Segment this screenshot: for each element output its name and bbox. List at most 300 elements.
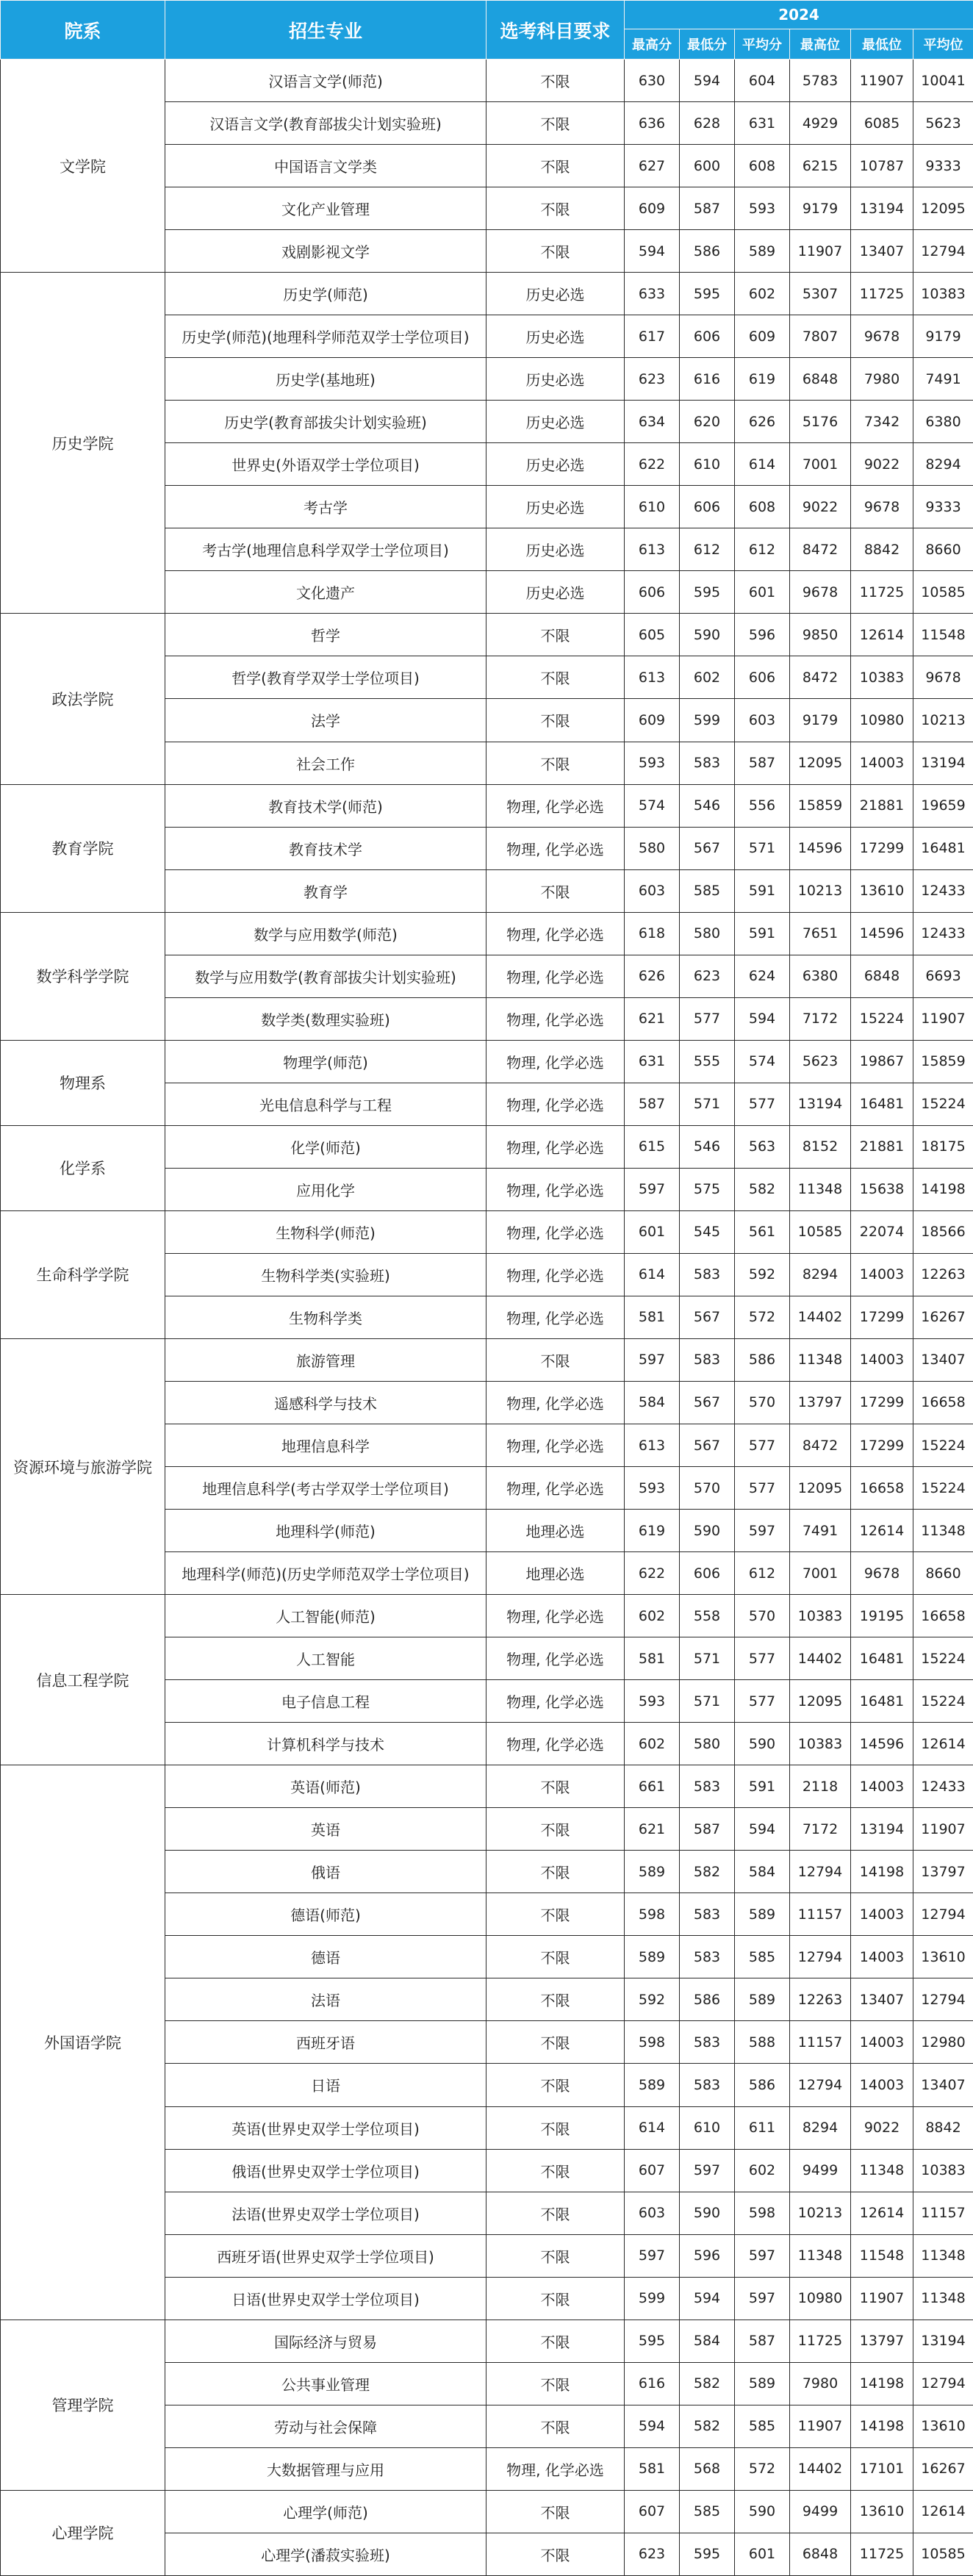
avg-rank-cell: 18175	[913, 1125, 973, 1168]
major-cell: 地理信息科学(考古学双学士学位项目)	[165, 1467, 486, 1510]
table-row	[1, 273, 973, 315]
subject-requirement-cell: 不限	[486, 2277, 625, 2320]
max-score-cell: 619	[625, 1510, 680, 1552]
table-row	[1, 1765, 973, 1808]
min-rank-cell: 16481	[851, 1083, 913, 1125]
max-score-cell: 597	[625, 1338, 680, 1381]
min-rank-cell: 16658	[851, 1467, 913, 1510]
min-score-cell: 594	[680, 60, 735, 102]
major-cell: 汉语言文学(教育部拔尖计划实验班)	[165, 102, 486, 145]
avg-score-cell: 594	[735, 1808, 790, 1851]
avg-rank-cell: 16267	[913, 1296, 973, 1338]
major-cell: 中国语言文学类	[165, 145, 486, 187]
max-score-cell: 627	[625, 145, 680, 187]
major-cell: 英语(世界史双学士学位项目)	[165, 2106, 486, 2149]
min-score-cell: 575	[680, 1168, 735, 1210]
department-cell: 资源环境与旅游学院	[1, 1338, 165, 1594]
max-score-cell: 622	[625, 443, 680, 486]
max-rank-cell: 7172	[790, 1808, 851, 1851]
avg-score-cell: 626	[735, 401, 790, 443]
major-cell: 地理科学(师范)(历史学师范双学士学位项目)	[165, 1552, 486, 1595]
header-max-rank: 最高位	[790, 29, 851, 60]
avg-score-cell: 589	[735, 2362, 790, 2405]
max-score-cell: 613	[625, 1424, 680, 1467]
major-cell: 哲学(教育学双学士学位项目)	[165, 656, 486, 699]
major-cell: 社会工作	[165, 742, 486, 784]
avg-rank-cell: 12263	[913, 1253, 973, 1296]
max-score-cell: 593	[625, 742, 680, 784]
avg-rank-cell: 15224	[913, 1637, 973, 1680]
major-cell: 大数据管理与应用	[165, 2447, 486, 2490]
subject-requirement-cell: 物理, 化学必选	[486, 1210, 625, 1253]
subject-requirement-cell: 不限	[486, 2192, 625, 2234]
major-cell: 地理信息科学	[165, 1424, 486, 1467]
header-subject-requirement: 选考科目要求	[486, 1, 625, 60]
avg-rank-cell: 11348	[913, 2234, 973, 2277]
min-score-cell: 620	[680, 401, 735, 443]
header-year: 2024	[625, 1, 973, 29]
min-rank-cell: 14003	[851, 1893, 913, 1936]
max-score-cell: 623	[625, 358, 680, 401]
min-rank-cell: 11725	[851, 273, 913, 315]
min-score-cell: 595	[680, 2533, 735, 2575]
avg-rank-cell: 9179	[913, 315, 973, 358]
avg-rank-cell: 16267	[913, 2447, 973, 2490]
max-rank-cell: 14596	[790, 827, 851, 869]
min-rank-cell: 14003	[851, 1765, 913, 1808]
avg-rank-cell: 15224	[913, 1083, 973, 1125]
max-rank-cell: 9850	[790, 614, 851, 656]
max-rank-cell: 8472	[790, 1424, 851, 1467]
avg-rank-cell: 13194	[913, 2320, 973, 2362]
avg-rank-cell: 9333	[913, 486, 973, 528]
avg-rank-cell: 15859	[913, 1040, 973, 1083]
avg-score-cell: 631	[735, 102, 790, 145]
avg-rank-cell: 11157	[913, 2192, 973, 2234]
avg-rank-cell: 13797	[913, 1851, 973, 1893]
min-score-cell: 568	[680, 2447, 735, 2490]
major-cell: 劳动与社会保障	[165, 2405, 486, 2447]
subject-requirement-cell: 不限	[486, 1936, 625, 1978]
avg-score-cell: 591	[735, 1765, 790, 1808]
subject-requirement-cell: 历史必选	[486, 273, 625, 315]
max-score-cell: 589	[625, 1851, 680, 1893]
avg-rank-cell: 13407	[913, 1338, 973, 1381]
min-rank-cell: 6085	[851, 102, 913, 145]
avg-rank-cell: 15224	[913, 1424, 973, 1467]
max-score-cell: 636	[625, 102, 680, 145]
min-score-cell: 606	[680, 486, 735, 528]
min-rank-cell: 9678	[851, 315, 913, 358]
avg-score-cell: 570	[735, 1381, 790, 1424]
max-rank-cell: 14402	[790, 1296, 851, 1338]
max-rank-cell: 6380	[790, 955, 851, 997]
major-cell: 数学与应用数学(教育部拔尖计划实验班)	[165, 955, 486, 997]
min-rank-cell: 19867	[851, 1040, 913, 1083]
max-rank-cell: 4929	[790, 102, 851, 145]
max-score-cell: 626	[625, 955, 680, 997]
avg-rank-cell: 12794	[913, 2362, 973, 2405]
subject-requirement-cell: 不限	[486, 1765, 625, 1808]
avg-score-cell: 577	[735, 1637, 790, 1680]
max-score-cell: 630	[625, 60, 680, 102]
avg-score-cell: 612	[735, 1552, 790, 1595]
table-body	[1, 60, 973, 2576]
subject-requirement-cell: 物理, 化学必选	[486, 1168, 625, 1210]
max-rank-cell: 12095	[790, 1467, 851, 1510]
max-rank-cell: 12095	[790, 742, 851, 784]
major-cell: 文化产业管理	[165, 187, 486, 230]
subject-requirement-cell: 不限	[486, 742, 625, 784]
max-score-cell: 589	[625, 2064, 680, 2106]
table-row	[1, 2320, 973, 2362]
avg-rank-cell: 8294	[913, 443, 973, 486]
min-rank-cell: 11725	[851, 2533, 913, 2575]
subject-requirement-cell: 不限	[486, 2021, 625, 2064]
min-score-cell: 583	[680, 1765, 735, 1808]
max-rank-cell: 9499	[790, 2490, 851, 2533]
avg-score-cell: 608	[735, 486, 790, 528]
max-score-cell: 602	[625, 1595, 680, 1637]
major-cell: 文化遗产	[165, 571, 486, 614]
min-score-cell: 577	[680, 997, 735, 1040]
avg-score-cell: 591	[735, 912, 790, 955]
min-rank-cell: 13610	[851, 869, 913, 912]
min-rank-cell: 11907	[851, 60, 913, 102]
avg-score-cell: 589	[735, 1978, 790, 2021]
max-score-cell: 609	[625, 187, 680, 230]
max-score-cell: 581	[625, 1637, 680, 1680]
min-score-cell: 595	[680, 571, 735, 614]
subject-requirement-cell: 不限	[486, 2405, 625, 2447]
min-rank-cell: 7980	[851, 358, 913, 401]
max-score-cell: 593	[625, 1680, 680, 1723]
avg-score-cell: 577	[735, 1424, 790, 1467]
table-row	[1, 912, 973, 955]
avg-rank-cell: 11907	[913, 1808, 973, 1851]
max-rank-cell: 8472	[790, 528, 851, 571]
max-score-cell: 597	[625, 1168, 680, 1210]
major-cell: 德语	[165, 1936, 486, 1978]
avg-rank-cell: 11348	[913, 1510, 973, 1552]
max-rank-cell: 6848	[790, 358, 851, 401]
max-rank-cell: 8472	[790, 656, 851, 699]
table-row	[1, 1595, 973, 1637]
max-score-cell: 592	[625, 1978, 680, 2021]
subject-requirement-cell: 历史必选	[486, 315, 625, 358]
max-score-cell: 605	[625, 614, 680, 656]
max-rank-cell: 7651	[790, 912, 851, 955]
min-score-cell: 571	[680, 1680, 735, 1723]
max-rank-cell: 7001	[790, 443, 851, 486]
min-score-cell: 586	[680, 230, 735, 273]
major-cell: 哲学	[165, 614, 486, 656]
min-rank-cell: 16481	[851, 1637, 913, 1680]
avg-rank-cell: 8660	[913, 528, 973, 571]
avg-score-cell: 602	[735, 273, 790, 315]
avg-rank-cell: 13610	[913, 1936, 973, 1978]
subject-requirement-cell: 不限	[486, 230, 625, 273]
department-cell: 管理学院	[1, 2320, 165, 2490]
subject-requirement-cell: 物理, 化学必选	[486, 784, 625, 827]
department-cell: 信息工程学院	[1, 1595, 165, 1765]
max-score-cell: 633	[625, 273, 680, 315]
max-rank-cell: 10980	[790, 2277, 851, 2320]
avg-rank-cell: 12794	[913, 1893, 973, 1936]
department-cell: 心理学院	[1, 2490, 165, 2575]
min-score-cell: 580	[680, 912, 735, 955]
max-score-cell: 634	[625, 401, 680, 443]
min-rank-cell: 12614	[851, 1510, 913, 1552]
table-row	[1, 1040, 973, 1083]
major-cell: 生物科学(师范)	[165, 1210, 486, 1253]
major-cell: 俄语(世界史双学士学位项目)	[165, 2149, 486, 2192]
min-score-cell: 583	[680, 1253, 735, 1296]
major-cell: 遥感科学与技术	[165, 1381, 486, 1424]
avg-score-cell: 601	[735, 2533, 790, 2575]
avg-score-cell: 584	[735, 1851, 790, 1893]
min-rank-cell: 11907	[851, 2277, 913, 2320]
major-cell: 物理学(师范)	[165, 1040, 486, 1083]
avg-score-cell: 596	[735, 614, 790, 656]
major-cell: 心理学(潘菽实验班)	[165, 2533, 486, 2575]
max-score-cell: 598	[625, 2021, 680, 2064]
max-rank-cell: 12794	[790, 1936, 851, 1978]
subject-requirement-cell: 历史必选	[486, 486, 625, 528]
avg-score-cell: 604	[735, 60, 790, 102]
min-rank-cell: 13407	[851, 1978, 913, 2021]
min-rank-cell: 7342	[851, 401, 913, 443]
subject-requirement-cell: 物理, 化学必选	[486, 912, 625, 955]
avg-rank-cell: 10383	[913, 2149, 973, 2192]
subject-requirement-cell: 不限	[486, 614, 625, 656]
max-rank-cell: 8294	[790, 2106, 851, 2149]
min-rank-cell: 22074	[851, 1210, 913, 1253]
min-rank-cell: 10980	[851, 699, 913, 742]
subject-requirement-cell: 物理, 化学必选	[486, 1296, 625, 1338]
major-cell: 生物科学类	[165, 1296, 486, 1338]
table-row	[1, 1338, 973, 1381]
max-rank-cell: 11348	[790, 2234, 851, 2277]
subject-requirement-cell: 物理, 化学必选	[486, 1253, 625, 1296]
max-score-cell: 615	[625, 1125, 680, 1168]
max-score-cell: 581	[625, 2447, 680, 2490]
min-rank-cell: 11348	[851, 2149, 913, 2192]
avg-score-cell: 602	[735, 2149, 790, 2192]
min-score-cell: 571	[680, 1083, 735, 1125]
min-score-cell: 584	[680, 2320, 735, 2362]
min-rank-cell: 14198	[851, 2362, 913, 2405]
avg-score-cell: 574	[735, 1040, 790, 1083]
subject-requirement-cell: 物理, 化学必选	[486, 1595, 625, 1637]
header-min-rank: 最低位	[851, 29, 913, 60]
major-cell: 计算机科学与技术	[165, 1723, 486, 1765]
min-score-cell: 555	[680, 1040, 735, 1083]
min-rank-cell: 14198	[851, 2405, 913, 2447]
department-cell: 生命科学学院	[1, 1210, 165, 1338]
max-score-cell: 599	[625, 2277, 680, 2320]
min-rank-cell: 14596	[851, 912, 913, 955]
max-score-cell: 610	[625, 486, 680, 528]
avg-rank-cell: 8842	[913, 2106, 973, 2149]
avg-score-cell: 570	[735, 1595, 790, 1637]
avg-score-cell: 582	[735, 1168, 790, 1210]
min-score-cell: 590	[680, 2192, 735, 2234]
avg-rank-cell: 18566	[913, 1210, 973, 1253]
min-rank-cell: 10787	[851, 145, 913, 187]
min-score-cell: 602	[680, 656, 735, 699]
major-cell: 光电信息科学与工程	[165, 1083, 486, 1125]
avg-score-cell: 561	[735, 1210, 790, 1253]
avg-score-cell: 619	[735, 358, 790, 401]
max-score-cell: 606	[625, 571, 680, 614]
min-rank-cell: 14003	[851, 1936, 913, 1978]
max-score-cell: 607	[625, 2149, 680, 2192]
min-score-cell: 587	[680, 187, 735, 230]
header-min-score: 最低分	[680, 29, 735, 60]
avg-score-cell: 591	[735, 869, 790, 912]
max-score-cell: 597	[625, 2234, 680, 2277]
subject-requirement-cell: 不限	[486, 102, 625, 145]
min-rank-cell: 6848	[851, 955, 913, 997]
max-score-cell: 607	[625, 2490, 680, 2533]
max-score-cell: 621	[625, 1808, 680, 1851]
max-rank-cell: 11725	[790, 2320, 851, 2362]
subject-requirement-cell: 物理, 化学必选	[486, 1381, 625, 1424]
avg-rank-cell: 9333	[913, 145, 973, 187]
max-rank-cell: 5623	[790, 1040, 851, 1083]
avg-rank-cell: 13194	[913, 742, 973, 784]
avg-score-cell: 593	[735, 187, 790, 230]
avg-rank-cell: 12980	[913, 2021, 973, 2064]
min-score-cell: 558	[680, 1595, 735, 1637]
max-rank-cell: 7807	[790, 315, 851, 358]
avg-score-cell: 592	[735, 1253, 790, 1296]
major-cell: 旅游管理	[165, 1338, 486, 1381]
min-rank-cell: 9022	[851, 2106, 913, 2149]
min-rank-cell: 17299	[851, 1296, 913, 1338]
max-rank-cell: 12263	[790, 1978, 851, 2021]
major-cell: 英语	[165, 1808, 486, 1851]
major-cell: 教育学	[165, 869, 486, 912]
department-cell: 物理系	[1, 1040, 165, 1125]
max-score-cell: 609	[625, 699, 680, 742]
avg-score-cell: 609	[735, 315, 790, 358]
avg-rank-cell: 10585	[913, 571, 973, 614]
avg-rank-cell: 13610	[913, 2405, 973, 2447]
max-score-cell: 594	[625, 2405, 680, 2447]
max-score-cell: 598	[625, 1893, 680, 1936]
min-rank-cell: 21881	[851, 784, 913, 827]
subject-requirement-cell: 不限	[486, 656, 625, 699]
subject-requirement-cell: 物理, 化学必选	[486, 1680, 625, 1723]
min-rank-cell: 17299	[851, 827, 913, 869]
major-cell: 德语(师范)	[165, 1893, 486, 1936]
min-score-cell: 610	[680, 443, 735, 486]
subject-requirement-cell: 不限	[486, 2533, 625, 2575]
min-score-cell: 596	[680, 2234, 735, 2277]
avg-score-cell: 597	[735, 1510, 790, 1552]
max-rank-cell: 15859	[790, 784, 851, 827]
max-score-cell: 595	[625, 2320, 680, 2362]
avg-score-cell: 606	[735, 656, 790, 699]
min-score-cell: 597	[680, 2149, 735, 2192]
max-score-cell: 613	[625, 656, 680, 699]
avg-rank-cell: 8660	[913, 1552, 973, 1595]
avg-score-cell: 608	[735, 145, 790, 187]
max-score-cell: 616	[625, 2362, 680, 2405]
max-score-cell: 601	[625, 1210, 680, 1253]
avg-score-cell: 586	[735, 2064, 790, 2106]
department-cell: 文学院	[1, 60, 165, 273]
major-cell: 历史学(师范)	[165, 273, 486, 315]
department-cell: 历史学院	[1, 273, 165, 614]
min-rank-cell: 13194	[851, 1808, 913, 1851]
min-rank-cell: 15638	[851, 1168, 913, 1210]
min-score-cell: 583	[680, 1936, 735, 1978]
max-rank-cell: 6215	[790, 145, 851, 187]
min-score-cell: 585	[680, 2490, 735, 2533]
max-score-cell: 581	[625, 1296, 680, 1338]
subject-requirement-cell: 不限	[486, 1808, 625, 1851]
min-rank-cell: 15224	[851, 997, 913, 1040]
subject-requirement-cell: 地理必选	[486, 1510, 625, 1552]
avg-rank-cell: 11548	[913, 614, 973, 656]
subject-requirement-cell: 不限	[486, 869, 625, 912]
major-cell: 西班牙语(世界史双学士学位项目)	[165, 2234, 486, 2277]
min-score-cell: 616	[680, 358, 735, 401]
subject-requirement-cell: 历史必选	[486, 401, 625, 443]
avg-score-cell: 587	[735, 742, 790, 784]
min-score-cell: 567	[680, 827, 735, 869]
max-score-cell: 617	[625, 315, 680, 358]
min-score-cell: 610	[680, 2106, 735, 2149]
subject-requirement-cell: 物理, 化学必选	[486, 1083, 625, 1125]
subject-requirement-cell: 物理, 化学必选	[486, 955, 625, 997]
max-rank-cell: 11157	[790, 2021, 851, 2064]
max-score-cell: 593	[625, 1467, 680, 1510]
avg-rank-cell: 10383	[913, 273, 973, 315]
min-score-cell: 612	[680, 528, 735, 571]
min-rank-cell: 14198	[851, 1851, 913, 1893]
major-cell: 法学	[165, 699, 486, 742]
department-cell: 外国语学院	[1, 1765, 165, 2320]
avg-rank-cell: 11348	[913, 2277, 973, 2320]
min-score-cell: 546	[680, 1125, 735, 1168]
subject-requirement-cell: 物理, 化学必选	[486, 827, 625, 869]
min-rank-cell: 13194	[851, 187, 913, 230]
avg-rank-cell: 15224	[913, 1467, 973, 1510]
header-max-score: 最高分	[625, 29, 680, 60]
subject-requirement-cell: 物理, 化学必选	[486, 1637, 625, 1680]
min-score-cell: 600	[680, 145, 735, 187]
major-cell: 日语	[165, 2064, 486, 2106]
min-rank-cell: 14003	[851, 1253, 913, 1296]
table-row	[1, 1125, 973, 1168]
max-rank-cell: 9499	[790, 2149, 851, 2192]
min-score-cell: 582	[680, 1851, 735, 1893]
max-score-cell: 584	[625, 1381, 680, 1424]
department-cell: 教育学院	[1, 784, 165, 912]
avg-rank-cell: 10585	[913, 2533, 973, 2575]
min-rank-cell: 11548	[851, 2234, 913, 2277]
max-score-cell: 661	[625, 1765, 680, 1808]
table-row	[1, 60, 973, 102]
min-rank-cell: 14003	[851, 1338, 913, 1381]
min-score-cell: 546	[680, 784, 735, 827]
max-rank-cell: 10585	[790, 1210, 851, 1253]
min-rank-cell: 21881	[851, 1125, 913, 1168]
